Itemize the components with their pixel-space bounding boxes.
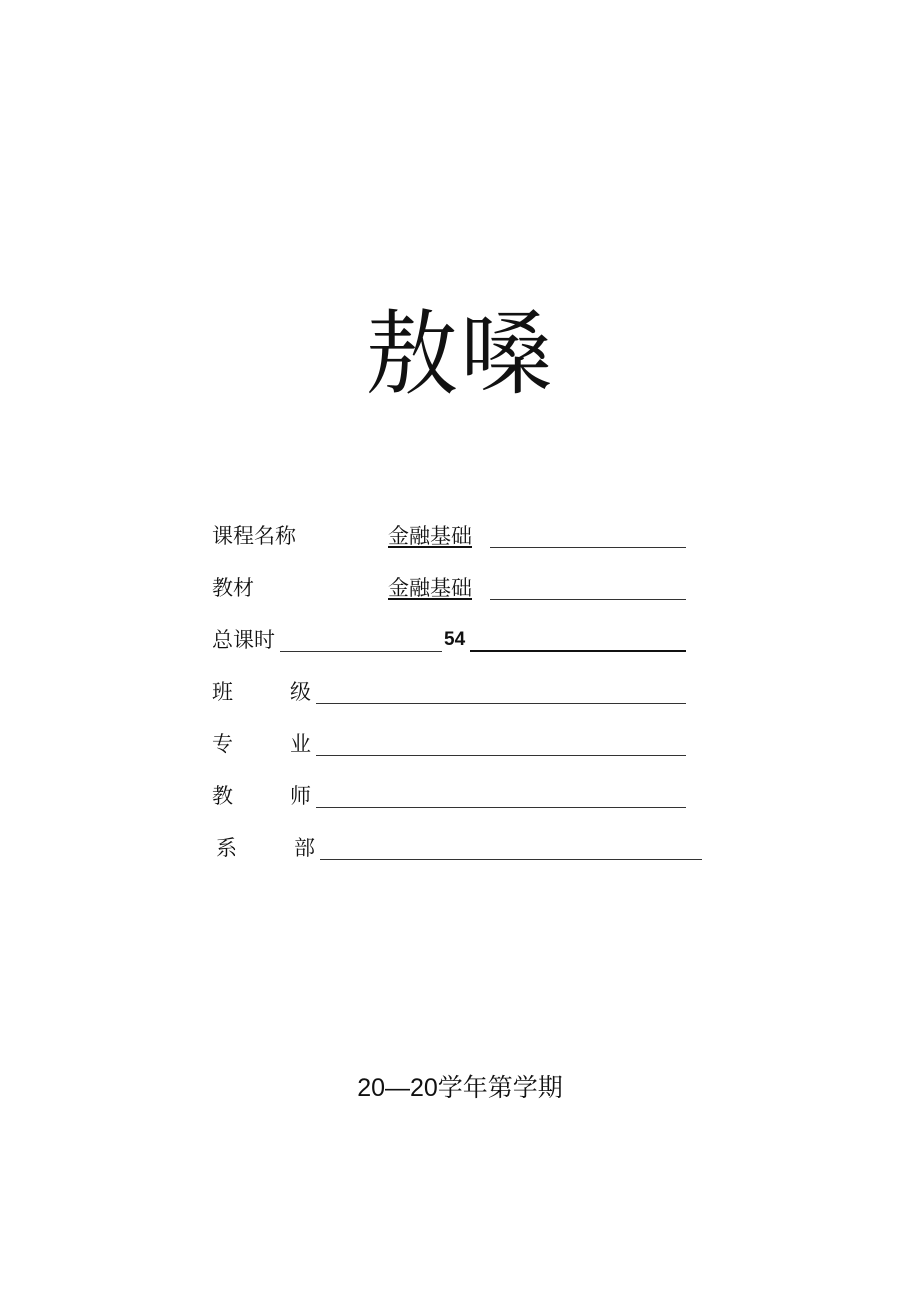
course-name-underline	[490, 547, 686, 548]
total-hours-label: 总课时	[212, 628, 275, 652]
document-title: 敖嗓	[365, 301, 554, 408]
course-name-label: 课程名称	[212, 524, 296, 548]
teacher-label-2: 师	[290, 784, 311, 808]
teacher-underline	[316, 807, 686, 808]
department-label-2: 部	[294, 836, 315, 860]
course-name-value: 金融基础	[388, 524, 472, 548]
major-label-1: 专	[212, 732, 233, 756]
academic-term: 20—20学年第学期	[357, 1074, 563, 1102]
total-hours-underline-left	[280, 651, 442, 652]
textbook-underline	[490, 599, 686, 600]
field-textbook	[212, 574, 692, 602]
major-underline	[316, 755, 686, 756]
field-department	[216, 834, 706, 862]
class-underline	[316, 703, 686, 704]
department-underline	[320, 859, 702, 860]
field-class	[212, 678, 692, 706]
class-label-2: 级	[290, 680, 311, 704]
department-label-1: 系	[216, 836, 237, 860]
total-hours-value: 54	[444, 629, 466, 650]
field-major	[212, 730, 692, 758]
major-label-2: 业	[290, 732, 311, 756]
field-course-name	[212, 522, 692, 550]
teacher-label-1: 教	[212, 784, 233, 808]
field-teacher	[212, 782, 692, 810]
textbook-value: 金融基础	[388, 576, 472, 600]
field-total-hours	[212, 626, 692, 654]
total-hours-underline-right	[470, 650, 686, 652]
class-label-1: 班	[212, 680, 233, 704]
textbook-label: 教材	[212, 576, 254, 600]
